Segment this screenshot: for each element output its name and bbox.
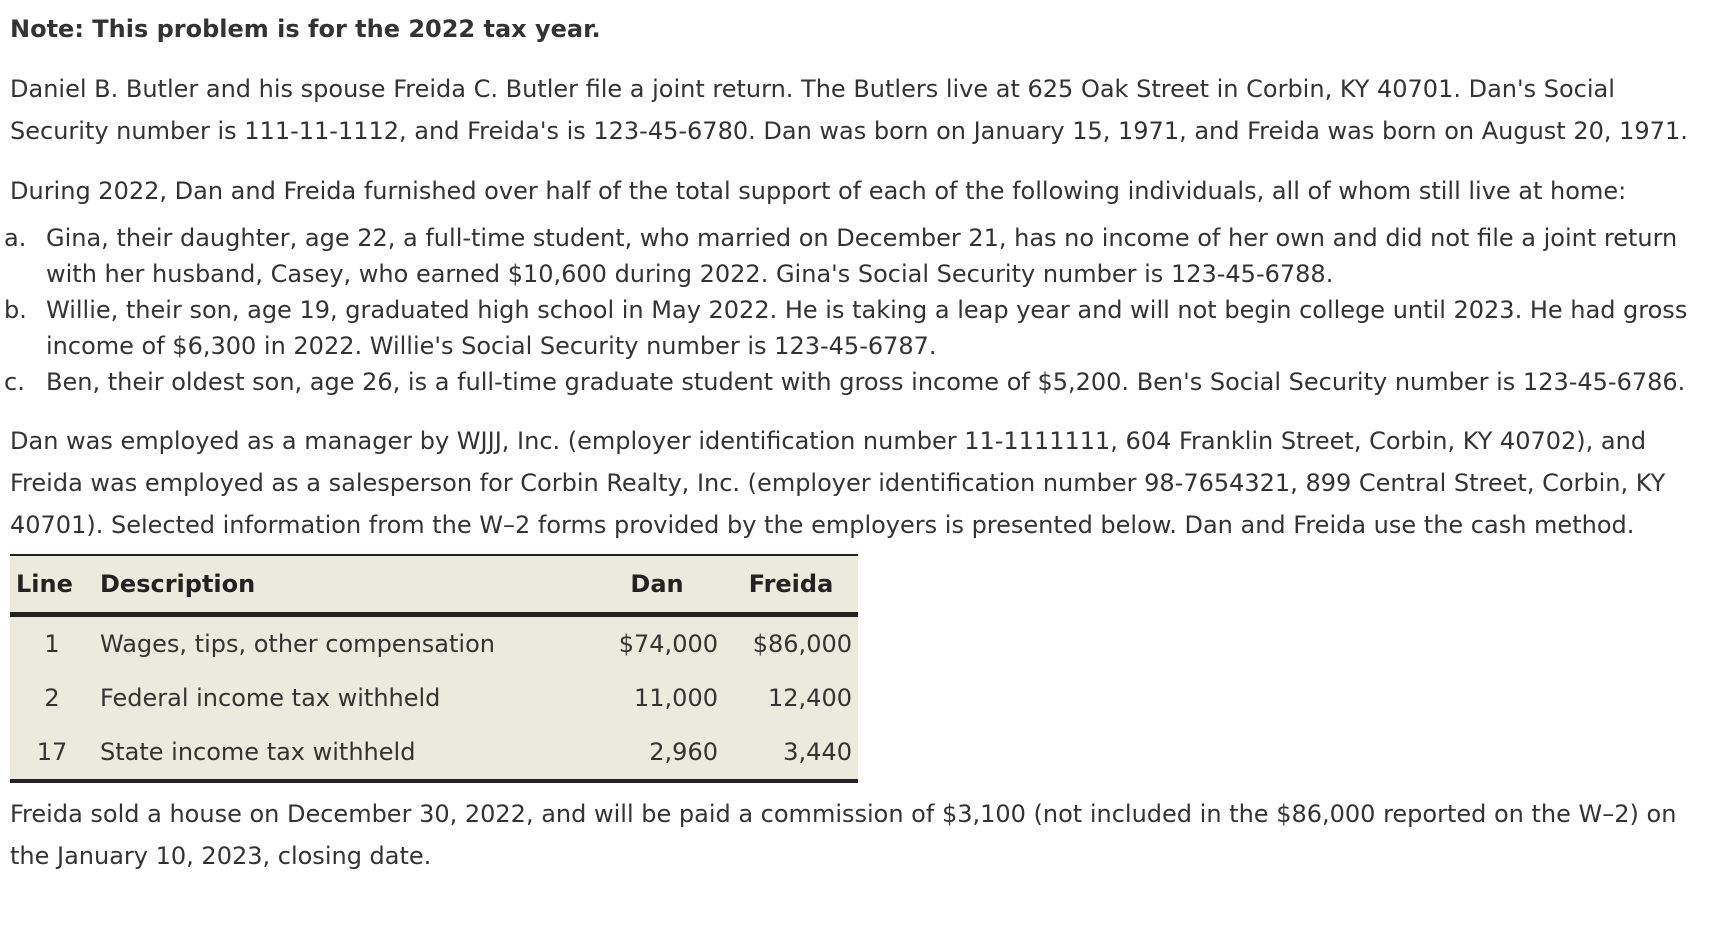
list-item bbox=[4, 292, 1720, 364]
cell-line: 17 bbox=[36, 738, 68, 766]
cell-description: Wages, tips, other compensation bbox=[100, 630, 495, 658]
cell-dan: $74,000 bbox=[618, 630, 718, 658]
cell-dan: 2,960 bbox=[649, 738, 718, 766]
header-description: Description bbox=[100, 570, 256, 598]
table-header-row bbox=[10, 555, 858, 615]
cell-freida: 3,440 bbox=[783, 738, 852, 766]
cell-description: Federal income tax withheld bbox=[100, 684, 441, 712]
dependents-list bbox=[4, 220, 1720, 400]
cell-description: State income tax withheld bbox=[100, 738, 416, 766]
list-item-text: Ben, their oldest son, age 26, is a full-time graduate student with gross income of $5,200. Ben's Social Security number is 123-45-6786. bbox=[46, 368, 1686, 396]
commission-paragraph: Freida sold a house on December 30, 2022, and will be paid a commission of $3,100 (not included in the $86,000 reported on the W–2) on the January 10, 2023, closing date. bbox=[10, 800, 1677, 870]
tax-year-note: Note: This problem is for the 2022 tax year. bbox=[10, 15, 601, 43]
list-item bbox=[4, 220, 1720, 292]
list-item-letter: b. bbox=[4, 296, 27, 324]
header-line: Line bbox=[16, 570, 73, 598]
cell-dan: 11,000 bbox=[634, 684, 718, 712]
list-item-text: Willie, their son, age 19, graduated high school in May 2022. He is taking a leap year and will not begin college until 2023. He had gross income of $6,300 in 2022. Willie's Social Security number is 123-45-6787. bbox=[46, 296, 1688, 360]
intro-paragraph: Daniel B. Butler and his spouse Freida C. Butler file a joint return. The Butlers live at 625 Oak Street in Corbin, KY 40701. Dan's Social Security number is 111-11-1112, and Freida's is 123-45-6780. Dan was born on January 15, 1971, and Freida was born on August 20, 1971. bbox=[10, 75, 1688, 145]
w2-table bbox=[10, 554, 858, 783]
problem-document bbox=[4, 10, 1720, 895]
support-paragraph: During 2022, Dan and Freida furnished over half of the total support of each of the following individuals, all of whom still live at home: bbox=[10, 177, 1627, 205]
header-freida: Freida bbox=[748, 570, 834, 598]
table-row bbox=[10, 725, 858, 781]
cell-freida: 12,400 bbox=[768, 684, 852, 712]
list-item bbox=[4, 364, 1720, 400]
cell-line: 1 bbox=[44, 630, 60, 658]
cell-line: 2 bbox=[44, 684, 60, 712]
table-row bbox=[10, 671, 858, 725]
list-item-text: Gina, their daughter, age 22, a full-time student, who married on December 21, has no income of her own and did not file a joint return with her husband, Casey, who earned $10,600 during 2022. Gina's Social Security number is 123-45-6788. bbox=[46, 224, 1678, 288]
list-item-letter: a. bbox=[4, 224, 27, 252]
table-row bbox=[10, 615, 858, 672]
header-dan: Dan bbox=[630, 570, 684, 598]
list-item-letter: c. bbox=[4, 368, 25, 396]
cell-freida: $86,000 bbox=[752, 630, 852, 658]
employment-paragraph: Dan was employed as a manager by WJJJ, Inc. (employer identification number 11-1111111, 604 Franklin Street, Corbin, KY 40702), and Freida was employed as a salesperson for Corbin Realty, Inc. (employer identification number 98-7654321, 899 Central Street, Corbin, KY 40701). Selected information from the W–2 forms provided by the employers is presented below. Dan and Freida use the cash method. bbox=[10, 427, 1666, 539]
